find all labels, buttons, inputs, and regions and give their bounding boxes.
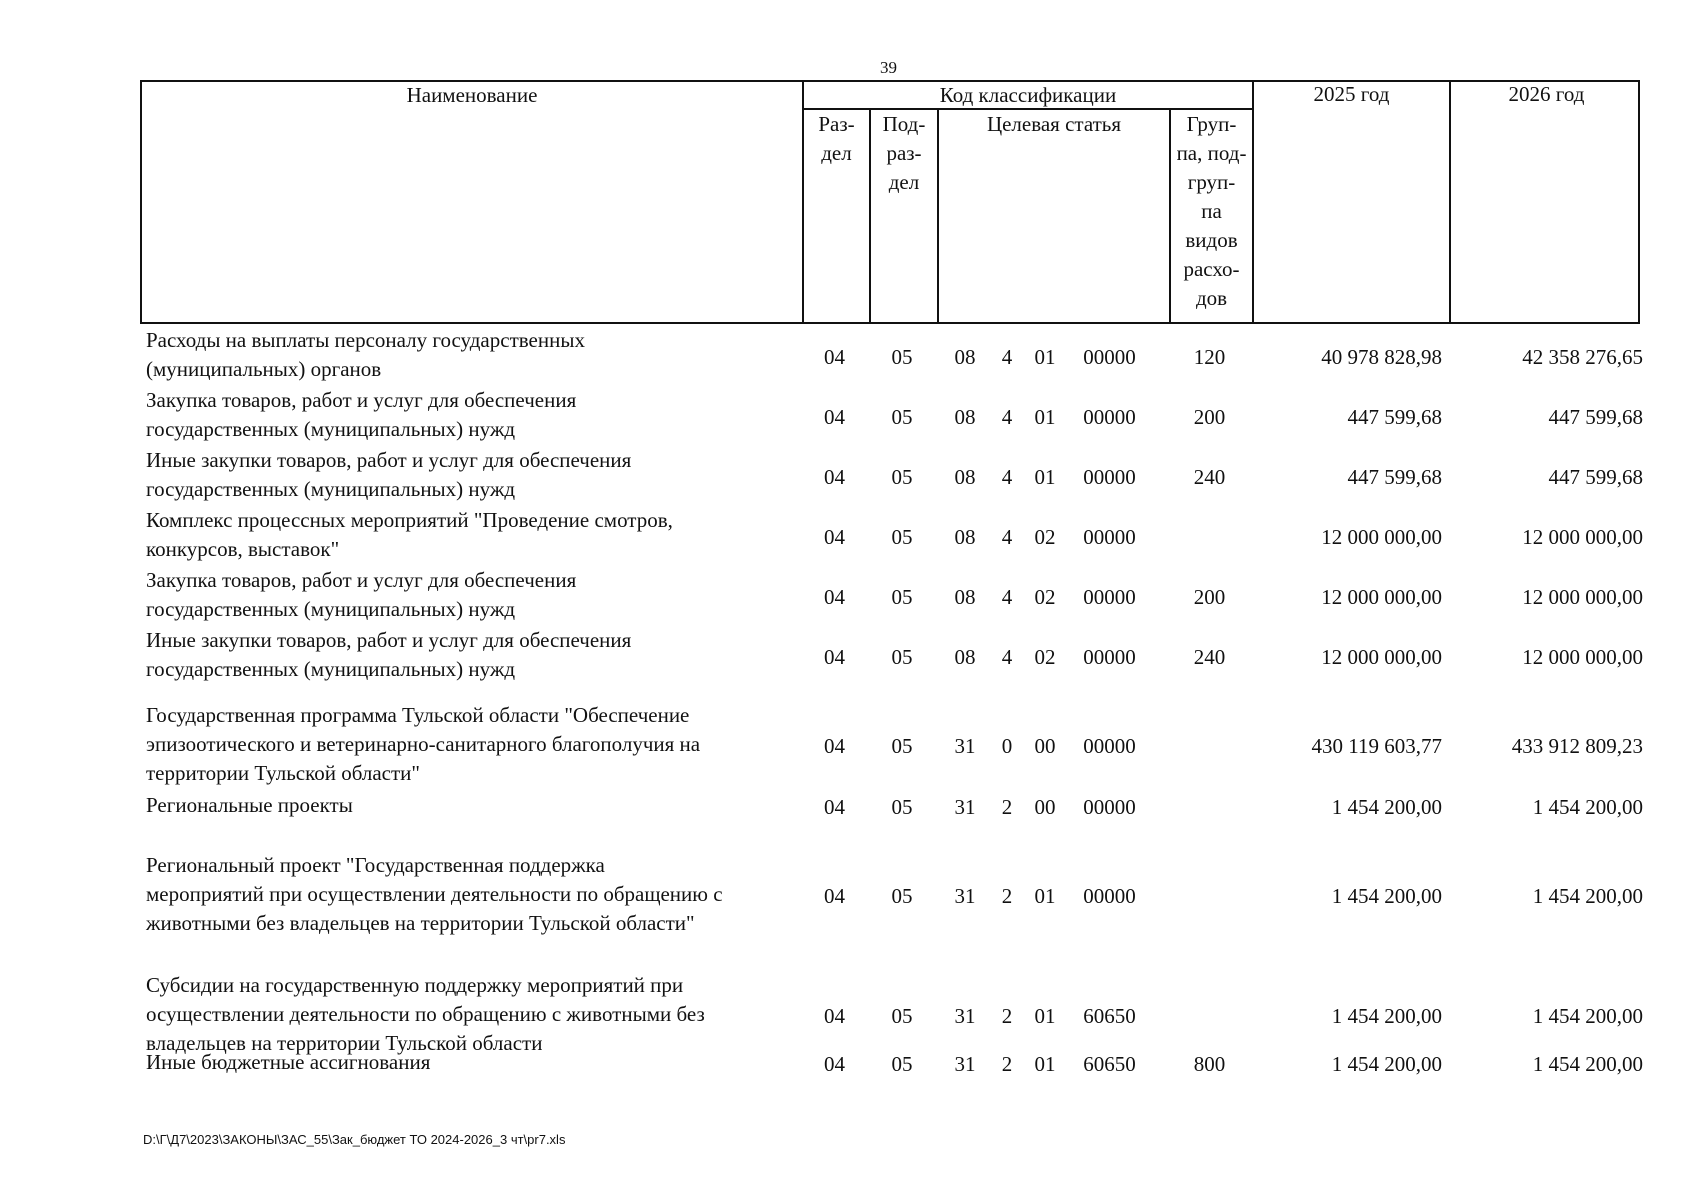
group-cell: 240 bbox=[1193, 644, 1226, 669]
target-direction-cell: 00000 bbox=[1083, 884, 1136, 908]
podrazdel-cell: 05 bbox=[891, 734, 913, 758]
razdel-cell: 04 bbox=[824, 524, 845, 549]
value-2026-cell: 12 000 000,00 bbox=[1522, 584, 1643, 609]
value-2026-cell: 1 454 200,00 bbox=[1532, 1004, 1643, 1028]
value-2026-cell: 433 912 809,23 bbox=[1511, 734, 1643, 758]
table-row bbox=[140, 326, 1643, 384]
value-2026-cell: 42 358 276,65 bbox=[1522, 344, 1643, 369]
target-program-cell: 08 bbox=[954, 464, 976, 489]
razdel-cell: 04 bbox=[824, 1004, 845, 1028]
value-2025-cell: 12 000 000,00 bbox=[1321, 584, 1442, 609]
target-type-cell: 2 bbox=[1001, 884, 1013, 908]
razdel-cell: 04 bbox=[824, 795, 845, 819]
target-type-cell: 4 bbox=[1001, 524, 1013, 549]
value-2026-cell: 447 599,68 bbox=[1548, 464, 1643, 489]
target-program-cell: 08 bbox=[954, 644, 976, 669]
podrazdel-cell: 05 bbox=[891, 644, 913, 669]
target-type-cell: 4 bbox=[1001, 464, 1013, 489]
group-cell: 120 bbox=[1193, 344, 1226, 369]
value-2025-cell: 1 454 200,00 bbox=[1331, 884, 1442, 908]
value-2025-cell: 40 978 828,98 bbox=[1321, 344, 1442, 369]
value-2026-cell: 1 454 200,00 bbox=[1532, 1052, 1643, 1076]
target-direction-cell: 00000 bbox=[1083, 734, 1136, 758]
group-cell: 200 bbox=[1193, 584, 1226, 609]
target-subprogram-cell: 01 bbox=[1034, 464, 1056, 489]
podrazdel-cell: 05 bbox=[891, 1052, 913, 1076]
target-subprogram-cell: 01 bbox=[1034, 884, 1056, 908]
row-name: Расходы на выплаты персоналу государственных (муниципальных) органов bbox=[146, 328, 585, 381]
target-program-cell: 08 bbox=[954, 344, 976, 369]
row-name: Иные закупки товаров, работ и услуг для обеспечения государственных (муниципальных) нужд bbox=[146, 448, 632, 501]
target-program-cell: 31 bbox=[954, 795, 976, 819]
target-type-cell: 4 bbox=[1001, 644, 1013, 669]
value-2025-cell: 447 599,68 bbox=[1347, 404, 1442, 429]
header-2025: 2025 год bbox=[1313, 82, 1390, 106]
table-row bbox=[140, 446, 1643, 504]
group-cell: 800 bbox=[1193, 1052, 1226, 1076]
value-2025-cell: 1 454 200,00 bbox=[1331, 1004, 1442, 1028]
table-row bbox=[140, 701, 1643, 788]
header-divider bbox=[1449, 82, 1451, 322]
value-2025-cell: 447 599,68 bbox=[1347, 464, 1442, 489]
target-program-cell: 08 bbox=[954, 584, 976, 609]
value-2026-cell: 447 599,68 bbox=[1548, 404, 1643, 429]
row-name: Комплекс процессных мероприятий "Проведение смотров, конкурсов, выставок" bbox=[146, 508, 673, 561]
target-direction-cell: 60650 bbox=[1083, 1052, 1136, 1076]
target-subprogram-cell: 01 bbox=[1034, 1004, 1056, 1028]
razdel-cell: 04 bbox=[824, 464, 845, 489]
target-subprogram-cell: 01 bbox=[1034, 344, 1056, 369]
target-type-cell: 2 bbox=[1001, 1052, 1013, 1076]
header-code-group: Код классификации bbox=[939, 83, 1117, 107]
value-2026-cell: 1 454 200,00 bbox=[1532, 795, 1643, 819]
value-2025-cell: 430 119 603,77 bbox=[1311, 734, 1442, 758]
table-header bbox=[140, 80, 1640, 324]
header-divider bbox=[937, 108, 939, 322]
target-subprogram-cell: 00 bbox=[1034, 734, 1056, 758]
header-2026: 2026 год bbox=[1508, 82, 1585, 106]
row-name: Субсидии на государственную поддержку мероприятий при осуществлении деятельности по обращению с животными без владельцев на территории Тульской области bbox=[146, 973, 705, 1055]
target-direction-cell: 00000 bbox=[1083, 464, 1136, 489]
table-row bbox=[140, 791, 1643, 820]
razdel-cell: 04 bbox=[824, 734, 845, 758]
target-direction-cell: 00000 bbox=[1083, 644, 1136, 669]
table-row bbox=[140, 626, 1643, 684]
target-program-cell: 08 bbox=[954, 404, 976, 429]
target-subprogram-cell: 01 bbox=[1034, 1052, 1056, 1076]
row-name: Иные закупки товаров, работ и услуг для обеспечения государственных (муниципальных) нужд bbox=[146, 628, 632, 681]
podrazdel-cell: 05 bbox=[891, 524, 913, 549]
target-subprogram-cell: 02 bbox=[1034, 584, 1056, 609]
razdel-cell: 04 bbox=[824, 1052, 845, 1076]
value-2025-cell: 1 454 200,00 bbox=[1331, 1052, 1442, 1076]
table-row bbox=[140, 566, 1643, 624]
group-cell: 240 bbox=[1193, 464, 1226, 489]
row-name: Закупка товаров, работ и услуг для обеспечения государственных (муниципальных) нужд bbox=[146, 388, 577, 441]
podrazdel-cell: 05 bbox=[891, 584, 913, 609]
file-path: D:\Г\Д7\2023\ЗАКОНЫ\ЗАС_55\Зак_бюджет ТО 2024-2026_3 чт\pr7.xls bbox=[143, 1132, 566, 1147]
value-2026-cell: 12 000 000,00 bbox=[1522, 524, 1643, 549]
value-2025-cell: 12 000 000,00 bbox=[1321, 644, 1442, 669]
razdel-cell: 04 bbox=[824, 584, 845, 609]
row-name: Региональные проекты bbox=[146, 793, 353, 817]
page-number: 39 bbox=[880, 58, 897, 77]
target-type-cell: 4 bbox=[1001, 584, 1013, 609]
value-2026-cell: 1 454 200,00 bbox=[1532, 884, 1643, 908]
podrazdel-cell: 05 bbox=[891, 884, 913, 908]
table-row bbox=[140, 851, 1643, 938]
podrazdel-cell: 05 bbox=[891, 344, 913, 369]
target-direction-cell: 00000 bbox=[1083, 795, 1136, 819]
podrazdel-cell: 05 bbox=[891, 795, 913, 819]
target-direction-cell: 00000 bbox=[1083, 524, 1136, 549]
header-name: Наименование bbox=[406, 83, 538, 107]
value-2025-cell: 1 454 200,00 bbox=[1331, 795, 1442, 819]
value-2026-cell: 12 000 000,00 bbox=[1522, 644, 1643, 669]
header-group: Груп- па, под- груп- па видов расхо- дов bbox=[1176, 112, 1247, 310]
header-divider bbox=[1252, 82, 1254, 322]
podrazdel-cell: 05 bbox=[891, 1004, 913, 1028]
row-name: Региональный проект "Государственная поддержка мероприятий при осуществлении деятельности по обращению с животными без владельцев на территории Тульской области" bbox=[146, 853, 723, 935]
table-row bbox=[140, 1048, 1643, 1077]
razdel-cell: 04 bbox=[824, 884, 845, 908]
razdel-cell: 04 bbox=[824, 404, 845, 429]
target-program-cell: 31 bbox=[954, 1052, 976, 1076]
header-razdel: Раз- дел bbox=[818, 112, 855, 165]
row-name: Иные бюджетные ассигнования bbox=[146, 1050, 431, 1074]
target-program-cell: 08 bbox=[954, 524, 976, 549]
table-row bbox=[140, 971, 1643, 1058]
target-direction-cell: 00000 bbox=[1083, 344, 1136, 369]
target-direction-cell: 00000 bbox=[1083, 584, 1136, 609]
target-subprogram-cell: 00 bbox=[1034, 795, 1056, 819]
target-direction-cell: 60650 bbox=[1083, 1004, 1136, 1028]
target-subprogram-cell: 02 bbox=[1034, 644, 1056, 669]
target-program-cell: 31 bbox=[954, 884, 976, 908]
podrazdel-cell: 05 bbox=[891, 404, 913, 429]
target-type-cell: 4 bbox=[1001, 404, 1013, 429]
group-cell: 200 bbox=[1193, 404, 1226, 429]
row-name: Государственная программа Тульской области "Обеспечение эпизоотического и ветеринарно-санитарного благополучия на территории Тульской области" bbox=[146, 703, 701, 785]
target-subprogram-cell: 02 bbox=[1034, 524, 1056, 549]
target-type-cell: 2 bbox=[1001, 1004, 1013, 1028]
target-program-cell: 31 bbox=[954, 734, 976, 758]
target-type-cell: 4 bbox=[1001, 344, 1013, 369]
podrazdel-cell: 05 bbox=[891, 464, 913, 489]
target-type-cell: 0 bbox=[1001, 734, 1013, 758]
target-direction-cell: 00000 bbox=[1083, 404, 1136, 429]
table-row bbox=[140, 506, 1643, 564]
header-target: Целевая статья bbox=[986, 112, 1122, 136]
target-type-cell: 2 bbox=[1001, 795, 1013, 819]
razdel-cell: 04 bbox=[824, 344, 845, 369]
header-podrazdel: Под- раз- дел bbox=[882, 112, 926, 194]
target-program-cell: 31 bbox=[954, 1004, 976, 1028]
table-row bbox=[140, 386, 1643, 444]
target-subprogram-cell: 01 bbox=[1034, 404, 1056, 429]
razdel-cell: 04 bbox=[824, 644, 845, 669]
row-name: Закупка товаров, работ и услуг для обеспечения государственных (муниципальных) нужд bbox=[146, 568, 577, 621]
value-2025-cell: 12 000 000,00 bbox=[1321, 524, 1442, 549]
